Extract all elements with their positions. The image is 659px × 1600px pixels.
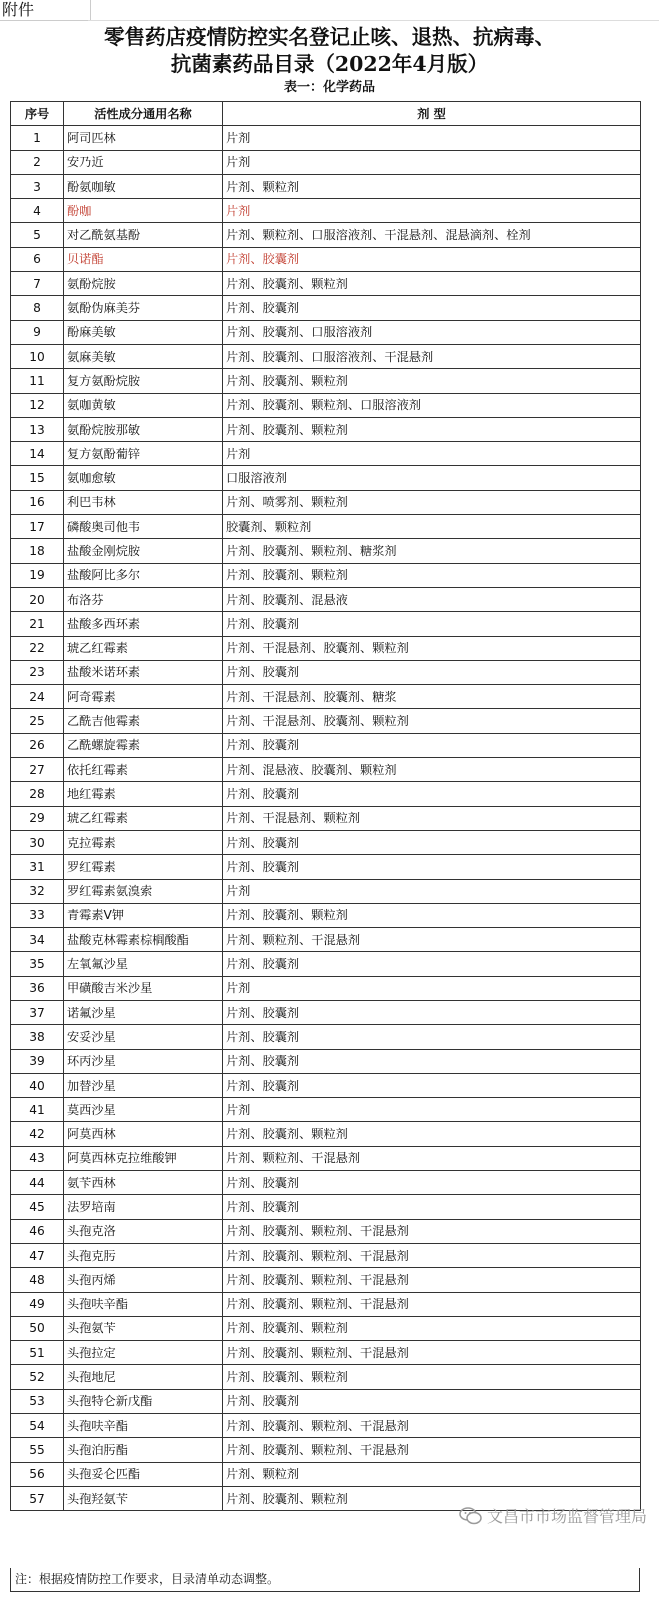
table-row [11, 150, 641, 174]
title-line-1: 零售药店疫情防控实名登记止咳、退热、抗病毒、 [104, 25, 555, 49]
table-row [11, 782, 641, 806]
drug-name: 氨酚烷胺那敏 [64, 417, 223, 441]
row-number: 19 [11, 563, 64, 587]
drug-name: 氨酚伪麻美芬 [64, 296, 223, 320]
row-number: 22 [11, 636, 64, 660]
row-number: 6 [11, 247, 64, 271]
dosage-form: 片剂、颗粒剂、口服溶液剂、干混悬剂、混悬滴剂、栓剂 [223, 223, 641, 247]
dosage-form: 片剂、颗粒剂 [223, 1462, 641, 1486]
dosage-form: 片剂、胶囊剂 [223, 1171, 641, 1195]
dosage-form: 片剂、胶囊剂、颗粒剂、干混悬剂 [223, 1243, 641, 1267]
table-row [11, 1219, 641, 1243]
dosage-form: 片剂、胶囊剂、颗粒剂、干混悬剂 [223, 1292, 641, 1316]
drug-name: 头孢特仑新戊酯 [64, 1389, 223, 1413]
row-number: 11 [11, 369, 64, 393]
drug-name: 地红霉素 [64, 782, 223, 806]
drug-name: 氨苄西林 [64, 1171, 223, 1195]
watermark-text: 文昌市市场监督管理局 [486, 1507, 647, 1526]
table-row [11, 1195, 641, 1219]
table-row [11, 296, 641, 320]
drug-name: 头孢氨苄 [64, 1316, 223, 1340]
table-row [11, 247, 641, 271]
drug-name: 阿莫西林 [64, 1122, 223, 1146]
row-number: 12 [11, 393, 64, 417]
row-number: 53 [11, 1389, 64, 1413]
watermark [459, 1504, 647, 1527]
row-number: 50 [11, 1316, 64, 1340]
dosage-form: 片剂、颗粒剂、干混悬剂 [223, 928, 641, 952]
dosage-form: 片剂、胶囊剂、颗粒剂 [223, 1122, 641, 1146]
row-number: 18 [11, 539, 64, 563]
drug-name: 氨咖黄敏 [64, 393, 223, 417]
dosage-form: 片剂 [223, 199, 641, 223]
row-number: 23 [11, 660, 64, 684]
row-number: 30 [11, 830, 64, 854]
row-number: 34 [11, 928, 64, 952]
dosage-form: 片剂、颗粒剂、干混悬剂 [223, 1146, 641, 1170]
table-row [11, 320, 641, 344]
dosage-form: 片剂、胶囊剂、颗粒剂 [223, 417, 641, 441]
drug-name: 罗红霉素 [64, 855, 223, 879]
drug-name: 氨麻美敏 [64, 344, 223, 368]
dosage-form: 片剂、干混悬剂、胶囊剂、糖浆 [223, 685, 641, 709]
table-row [11, 1073, 641, 1097]
dosage-form: 片剂、胶囊剂、颗粒剂、干混悬剂 [223, 1341, 641, 1365]
drug-name: 磷酸奥司他韦 [64, 515, 223, 539]
table-row [11, 126, 641, 150]
header-name: 活性成分通用名称 [64, 102, 223, 126]
table-row [11, 758, 641, 782]
drug-name: 乙酰吉他霉素 [64, 709, 223, 733]
dosage-form: 片剂、胶囊剂 [223, 830, 641, 854]
row-number: 27 [11, 758, 64, 782]
table-row [11, 1414, 641, 1438]
dosage-form: 片剂 [223, 976, 641, 1000]
dosage-form: 片剂、胶囊剂 [223, 296, 641, 320]
table-row [11, 1389, 641, 1413]
row-number: 38 [11, 1025, 64, 1049]
table-row [11, 174, 641, 198]
table-row [11, 393, 641, 417]
table-row [11, 1268, 641, 1292]
drug-name: 贝诺酯 [64, 247, 223, 271]
table-row [11, 272, 641, 296]
dosage-form: 片剂、混悬液、胶囊剂、颗粒剂 [223, 758, 641, 782]
header-grid-line [88, 0, 659, 21]
dosage-form: 片剂、胶囊剂、颗粒剂、干混悬剂 [223, 1219, 641, 1243]
row-number: 39 [11, 1049, 64, 1073]
drug-name: 头孢拉定 [64, 1341, 223, 1365]
drug-name: 头孢羟氨苄 [64, 1486, 223, 1510]
dosage-form: 片剂、胶囊剂、口服溶液剂、干混悬剂 [223, 344, 641, 368]
table-row [11, 806, 641, 830]
row-number: 54 [11, 1414, 64, 1438]
dosage-form: 片剂、胶囊剂 [223, 1073, 641, 1097]
row-number: 1 [11, 126, 64, 150]
row-number: 37 [11, 1000, 64, 1024]
drug-name: 头孢呋辛酯 [64, 1414, 223, 1438]
dosage-form: 片剂、胶囊剂、颗粒剂 [223, 272, 641, 296]
row-number: 49 [11, 1292, 64, 1316]
dosage-form: 片剂、胶囊剂、颗粒剂 [223, 369, 641, 393]
table-row [11, 709, 641, 733]
drug-name: 依托红霉素 [64, 758, 223, 782]
table-row [11, 1316, 641, 1340]
row-number: 47 [11, 1243, 64, 1267]
table-row [11, 1098, 641, 1122]
header-no: 序号 [11, 102, 64, 126]
table-row [11, 1049, 641, 1073]
drug-name: 氨咖愈敏 [64, 466, 223, 490]
table-caption: 表一：化学药品 [283, 80, 375, 95]
drug-name: 对乙酰氨基酚 [64, 223, 223, 247]
row-number: 2 [11, 150, 64, 174]
table-row [11, 1341, 641, 1365]
table-row [11, 879, 641, 903]
table-row [11, 1000, 641, 1024]
dosage-form: 片剂、胶囊剂 [223, 1025, 641, 1049]
table-row [11, 1122, 641, 1146]
table-row [11, 1438, 641, 1462]
row-number: 7 [11, 272, 64, 296]
drug-name: 布洛芬 [64, 587, 223, 611]
table-row [11, 1292, 641, 1316]
table-row [11, 442, 641, 466]
dosage-form: 片剂、胶囊剂、口服溶液剂 [223, 320, 641, 344]
drug-name: 阿司匹林 [64, 126, 223, 150]
drug-name: 盐酸克林霉素棕榈酸酯 [64, 928, 223, 952]
row-number: 13 [11, 417, 64, 441]
dosage-form: 片剂、胶囊剂 [223, 247, 641, 271]
table-row [11, 199, 641, 223]
header-form: 剂 型 [223, 102, 641, 126]
table-row [11, 903, 641, 927]
row-number: 17 [11, 515, 64, 539]
table-row [11, 636, 641, 660]
row-number: 36 [11, 976, 64, 1000]
drug-name: 左氧氟沙星 [64, 952, 223, 976]
dosage-form: 片剂、胶囊剂、颗粒剂 [223, 1486, 641, 1510]
drug-name: 复方氨酚葡锌 [64, 442, 223, 466]
table-row [11, 976, 641, 1000]
row-number: 21 [11, 612, 64, 636]
dosage-form: 片剂、胶囊剂 [223, 1049, 641, 1073]
table-row [11, 685, 641, 709]
row-number: 45 [11, 1195, 64, 1219]
table-row [11, 417, 641, 441]
row-number: 46 [11, 1219, 64, 1243]
table-row [11, 1243, 641, 1267]
dosage-form: 片剂、胶囊剂 [223, 1195, 641, 1219]
drug-name: 头孢克洛 [64, 1219, 223, 1243]
drug-name: 罗红霉素氨溴索 [64, 879, 223, 903]
row-number: 24 [11, 685, 64, 709]
dosage-form: 片剂、胶囊剂、颗粒剂、口服溶液剂 [223, 393, 641, 417]
drug-name: 复方氨酚烷胺 [64, 369, 223, 393]
row-number: 26 [11, 733, 64, 757]
dosage-form: 片剂、胶囊剂、混悬液 [223, 587, 641, 611]
table-row [11, 733, 641, 757]
dosage-form: 片剂、胶囊剂 [223, 612, 641, 636]
drug-name: 氨酚烷胺 [64, 272, 223, 296]
drug-name: 克拉霉素 [64, 830, 223, 854]
row-number: 3 [11, 174, 64, 198]
dosage-form: 胶囊剂、颗粒剂 [223, 515, 641, 539]
drug-name: 头孢地尼 [64, 1365, 223, 1389]
dosage-form: 片剂 [223, 126, 641, 150]
dosage-form: 片剂、干混悬剂、胶囊剂、颗粒剂 [223, 636, 641, 660]
dosage-form: 片剂、胶囊剂、颗粒剂、干混悬剂 [223, 1414, 641, 1438]
dosage-form: 片剂 [223, 150, 641, 174]
row-number: 56 [11, 1462, 64, 1486]
row-number: 14 [11, 442, 64, 466]
row-number: 40 [11, 1073, 64, 1097]
drug-name: 阿奇霉素 [64, 685, 223, 709]
row-number: 44 [11, 1171, 64, 1195]
row-number: 9 [11, 320, 64, 344]
row-number: 57 [11, 1486, 64, 1510]
table-row [11, 660, 641, 684]
dosage-form: 片剂、胶囊剂、颗粒剂 [223, 1365, 641, 1389]
table-row [11, 612, 641, 636]
drug-name: 酚麻美敏 [64, 320, 223, 344]
table-row [11, 223, 641, 247]
drug-name: 头孢泊肟酯 [64, 1438, 223, 1462]
row-number: 31 [11, 855, 64, 879]
drug-name: 头孢克肟 [64, 1243, 223, 1267]
footnote: 注：根据疫情防控工作要求，目录清单动态调整。 [10, 1568, 640, 1592]
table-row [11, 344, 641, 368]
drug-name: 琥乙红霉素 [64, 806, 223, 830]
dosage-form: 片剂、胶囊剂、颗粒剂 [223, 1316, 641, 1340]
drug-name: 青霉素V钾 [64, 903, 223, 927]
row-number: 20 [11, 587, 64, 611]
row-number: 29 [11, 806, 64, 830]
row-number: 43 [11, 1146, 64, 1170]
row-number: 51 [11, 1341, 64, 1365]
drug-name: 酚氨咖敏 [64, 174, 223, 198]
dosage-form: 片剂、胶囊剂 [223, 733, 641, 757]
row-number: 48 [11, 1268, 64, 1292]
dosage-form: 片剂、喷雾剂、颗粒剂 [223, 490, 641, 514]
row-number: 32 [11, 879, 64, 903]
dosage-form: 片剂、干混悬剂、颗粒剂 [223, 806, 641, 830]
drug-name: 利巴韦林 [64, 490, 223, 514]
drug-name: 盐酸阿比多尔 [64, 563, 223, 587]
table-row [11, 466, 641, 490]
dosage-form: 片剂、胶囊剂 [223, 952, 641, 976]
wechat-icon [459, 1507, 483, 1525]
dosage-form: 片剂、胶囊剂、颗粒剂、干混悬剂 [223, 1268, 641, 1292]
row-number: 16 [11, 490, 64, 514]
attachment-label: 附件 [0, 0, 91, 21]
row-number: 4 [11, 199, 64, 223]
table-row [11, 1025, 641, 1049]
table-row [11, 1171, 641, 1195]
row-number: 52 [11, 1365, 64, 1389]
row-number: 35 [11, 952, 64, 976]
row-number: 10 [11, 344, 64, 368]
drug-table [10, 101, 641, 1511]
dosage-form: 片剂、胶囊剂 [223, 1389, 641, 1413]
row-number: 5 [11, 223, 64, 247]
dosage-form: 片剂 [223, 1098, 641, 1122]
drug-name: 头孢呋辛酯 [64, 1292, 223, 1316]
table-header-row [11, 102, 641, 126]
row-number: 42 [11, 1122, 64, 1146]
dosage-form: 片剂 [223, 442, 641, 466]
dosage-form: 片剂、胶囊剂、颗粒剂 [223, 903, 641, 927]
drug-name: 法罗培南 [64, 1195, 223, 1219]
dosage-form: 片剂、胶囊剂 [223, 855, 641, 879]
table-row [11, 1365, 641, 1389]
table-row [11, 539, 641, 563]
drug-name: 盐酸米诺环素 [64, 660, 223, 684]
dosage-form: 片剂、胶囊剂 [223, 1000, 641, 1024]
dosage-form: 片剂、干混悬剂、胶囊剂、颗粒剂 [223, 709, 641, 733]
drug-name: 甲磺酸吉米沙星 [64, 976, 223, 1000]
dosage-form: 片剂、胶囊剂 [223, 782, 641, 806]
dosage-form: 片剂、胶囊剂 [223, 660, 641, 684]
drug-name: 盐酸多西环素 [64, 612, 223, 636]
table-row [11, 830, 641, 854]
row-number: 8 [11, 296, 64, 320]
table-row [11, 563, 641, 587]
table-row [11, 587, 641, 611]
drug-name: 加替沙星 [64, 1073, 223, 1097]
drug-name: 乙酰螺旋霉素 [64, 733, 223, 757]
table-body [11, 126, 641, 1511]
row-number: 15 [11, 466, 64, 490]
drug-name: 诺氟沙星 [64, 1000, 223, 1024]
dosage-form: 片剂、胶囊剂、颗粒剂、糖浆剂 [223, 539, 641, 563]
table-row [11, 952, 641, 976]
drug-name: 琥乙红霉素 [64, 636, 223, 660]
drug-name: 酚咖 [64, 199, 223, 223]
drug-name: 安乃近 [64, 150, 223, 174]
table-row [11, 1146, 641, 1170]
dosage-form: 片剂、胶囊剂、颗粒剂 [223, 563, 641, 587]
row-number: 55 [11, 1438, 64, 1462]
row-number: 41 [11, 1098, 64, 1122]
drug-name: 盐酸金刚烷胺 [64, 539, 223, 563]
table-row [11, 369, 641, 393]
drug-name: 阿莫西林克拉维酸钾 [64, 1146, 223, 1170]
table-row [11, 1462, 641, 1486]
dosage-form: 片剂、颗粒剂 [223, 174, 641, 198]
table-row [11, 490, 641, 514]
drug-name: 头孢妥仑匹酯 [64, 1462, 223, 1486]
drug-name: 莫西沙星 [64, 1098, 223, 1122]
drug-name: 环丙沙星 [64, 1049, 223, 1073]
dosage-form: 片剂 [223, 879, 641, 903]
dosage-form: 口服溶液剂 [223, 466, 641, 490]
title-line-2: 抗菌素药品目录（2022年4月版） [170, 52, 489, 76]
table-row [11, 928, 641, 952]
row-number: 28 [11, 782, 64, 806]
dosage-form: 片剂、胶囊剂、颗粒剂、干混悬剂 [223, 1438, 641, 1462]
drug-name: 安妥沙星 [64, 1025, 223, 1049]
row-number: 25 [11, 709, 64, 733]
drug-name: 头孢丙烯 [64, 1268, 223, 1292]
table-row [11, 855, 641, 879]
table-row [11, 515, 641, 539]
row-number: 33 [11, 903, 64, 927]
document-title [0, 24, 659, 78]
